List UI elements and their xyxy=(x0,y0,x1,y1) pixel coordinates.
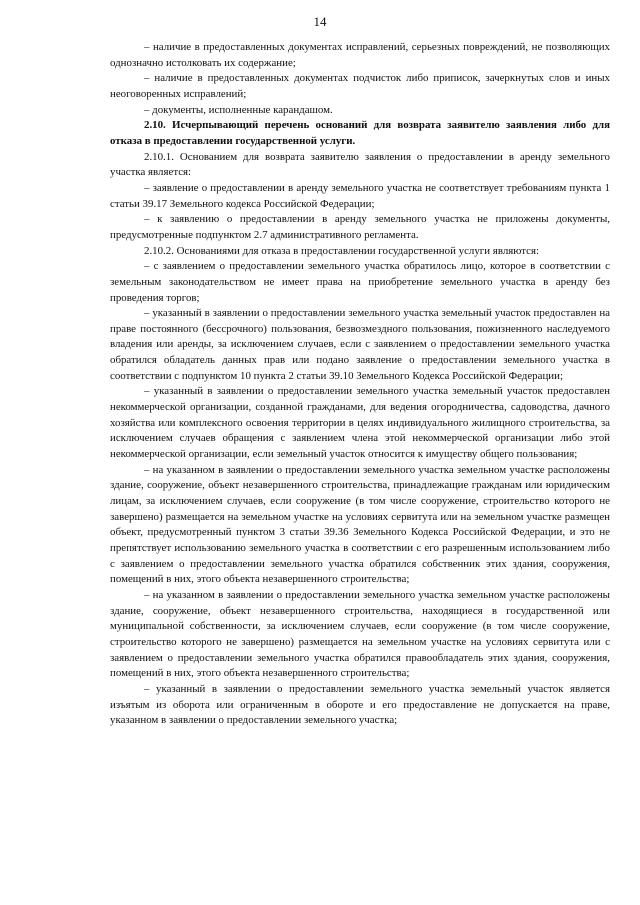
section-heading: 2.10. Исчерпывающий перечень оснований для возврата заявителю заявления либо для отказа в предоставлении государственной услуги. xyxy=(110,119,610,147)
paragraph-list-item: – указанный в заявлении о предоставлении земельного участка земельный участок предоставлен некоммерческой организации, созданной гражданами, для ведения огородничества, садоводства, дачного хозяйства или комплексного освоения территории в целях индивидуального жилищного строительства, за исключением случаев обращения с заявлением члена этой некоммерческой организации либо этой некоммерческой организации, если земельный участок относится к имуществу общего пользования; xyxy=(110,385,610,461)
paragraph-list-item: – наличие в предоставленных документах подчисток либо приписок, зачеркнутых слов и иных неоговоренных исправлений; xyxy=(110,72,610,100)
paragraph: 2.10.1. Основанием для возврата заявителю заявления о предоставлении в аренду земельного участка является: xyxy=(110,150,610,179)
paragraph-list-item: – указанный в заявлении о предоставлении земельного участка земельный участок предоставлен на праве постоянного (бессрочного) пользования, безвозмездного пользования, пожизненного наследуемого владения или аренды, за исключением случаев, если с заявлением о предоставлении земельного участка обратился обладатель данных прав или подано заявление о предоставлении земельного участка в соответствии с подпунктом 10 пункта 2 статьи 39.10 Земельного Кодекса Российской Федерации; xyxy=(110,307,610,382)
paragraph-list-item: – документы, исполненные карандашом. xyxy=(144,103,333,116)
paragraph-list-item: – наличие в предоставленных документах исправлений, серьезных повреждений, не позволяющих однозначно истолковать их содержание; xyxy=(110,41,610,69)
paragraph-list-item: – указанный в заявлении о предоставлении земельного участка земельный участок является изъятым из оборота или ограниченным в обороте и его предоставление не допускается на праве, указанном в заявлении о предоставлении земельного участка; xyxy=(110,682,610,727)
paragraph: 2.10.2. Основаниями для отказа в предоставлении государственной услуги являются: xyxy=(144,244,540,257)
paragraph-list-item: – на указанном в заявлении о предоставлении земельного участка земельном участке расположены здание, сооружение, объект незавершенного строительства, находящиеся в государственной или муниципальной собственности, за исключением случаев, если сооружение (в том числе сооружение, строительство которого не завершено) размещается на земельном участке на условиях сервитута или с заявлением о предоставлении земельного участка обратился правообладатель этих здания, сооружения, помещений в них, этого объекта незавершенного строительства; xyxy=(110,588,610,680)
paragraph-list-item: – заявление о предоставлении в аренду земельного участка не соответствует требованиям пункта 1 статьи 39.17 Земельного кодекса Российской Федерации; xyxy=(110,181,610,210)
paragraph-list-item: – к заявлению о предоставлении в аренду земельного участка не приложены документы, предусмотренные подпунктом 2.7 административного регламента. xyxy=(110,213,610,241)
paragraph-list-item: – с заявлением о предоставлении земельного участка обратилось лицо, которое в соответствии с земельным законодательством не имеет права на приобретение земельного участка в аренду без проведения торгов; xyxy=(110,260,610,304)
document-body xyxy=(110,40,610,729)
page-number: 14 xyxy=(313,14,327,29)
paragraph-list-item: – на указанном в заявлении о предоставлении земельного участка земельном участке расположены здание, сооружение, объект незавершенного строительства, принадлежащие гражданам или юридическим лицам, за исключением случаев, если сооружение (в том числе сооружение, строительство которого не завершено) размещается на земельном участке на условиях сервитута или на земельном участке размещен объект, предусмотренный пунктом 3 статьи 39.36 Земельного Кодекса Российской Федерации, и это не препятствует использованию земельного участка в соответствии с его разрешенным использованием либо с заявлением о предоставлении земельного участка обратился собственник этих здания, сооружения, помещений в них, этого объекта незавершенного строительства; xyxy=(110,463,610,586)
